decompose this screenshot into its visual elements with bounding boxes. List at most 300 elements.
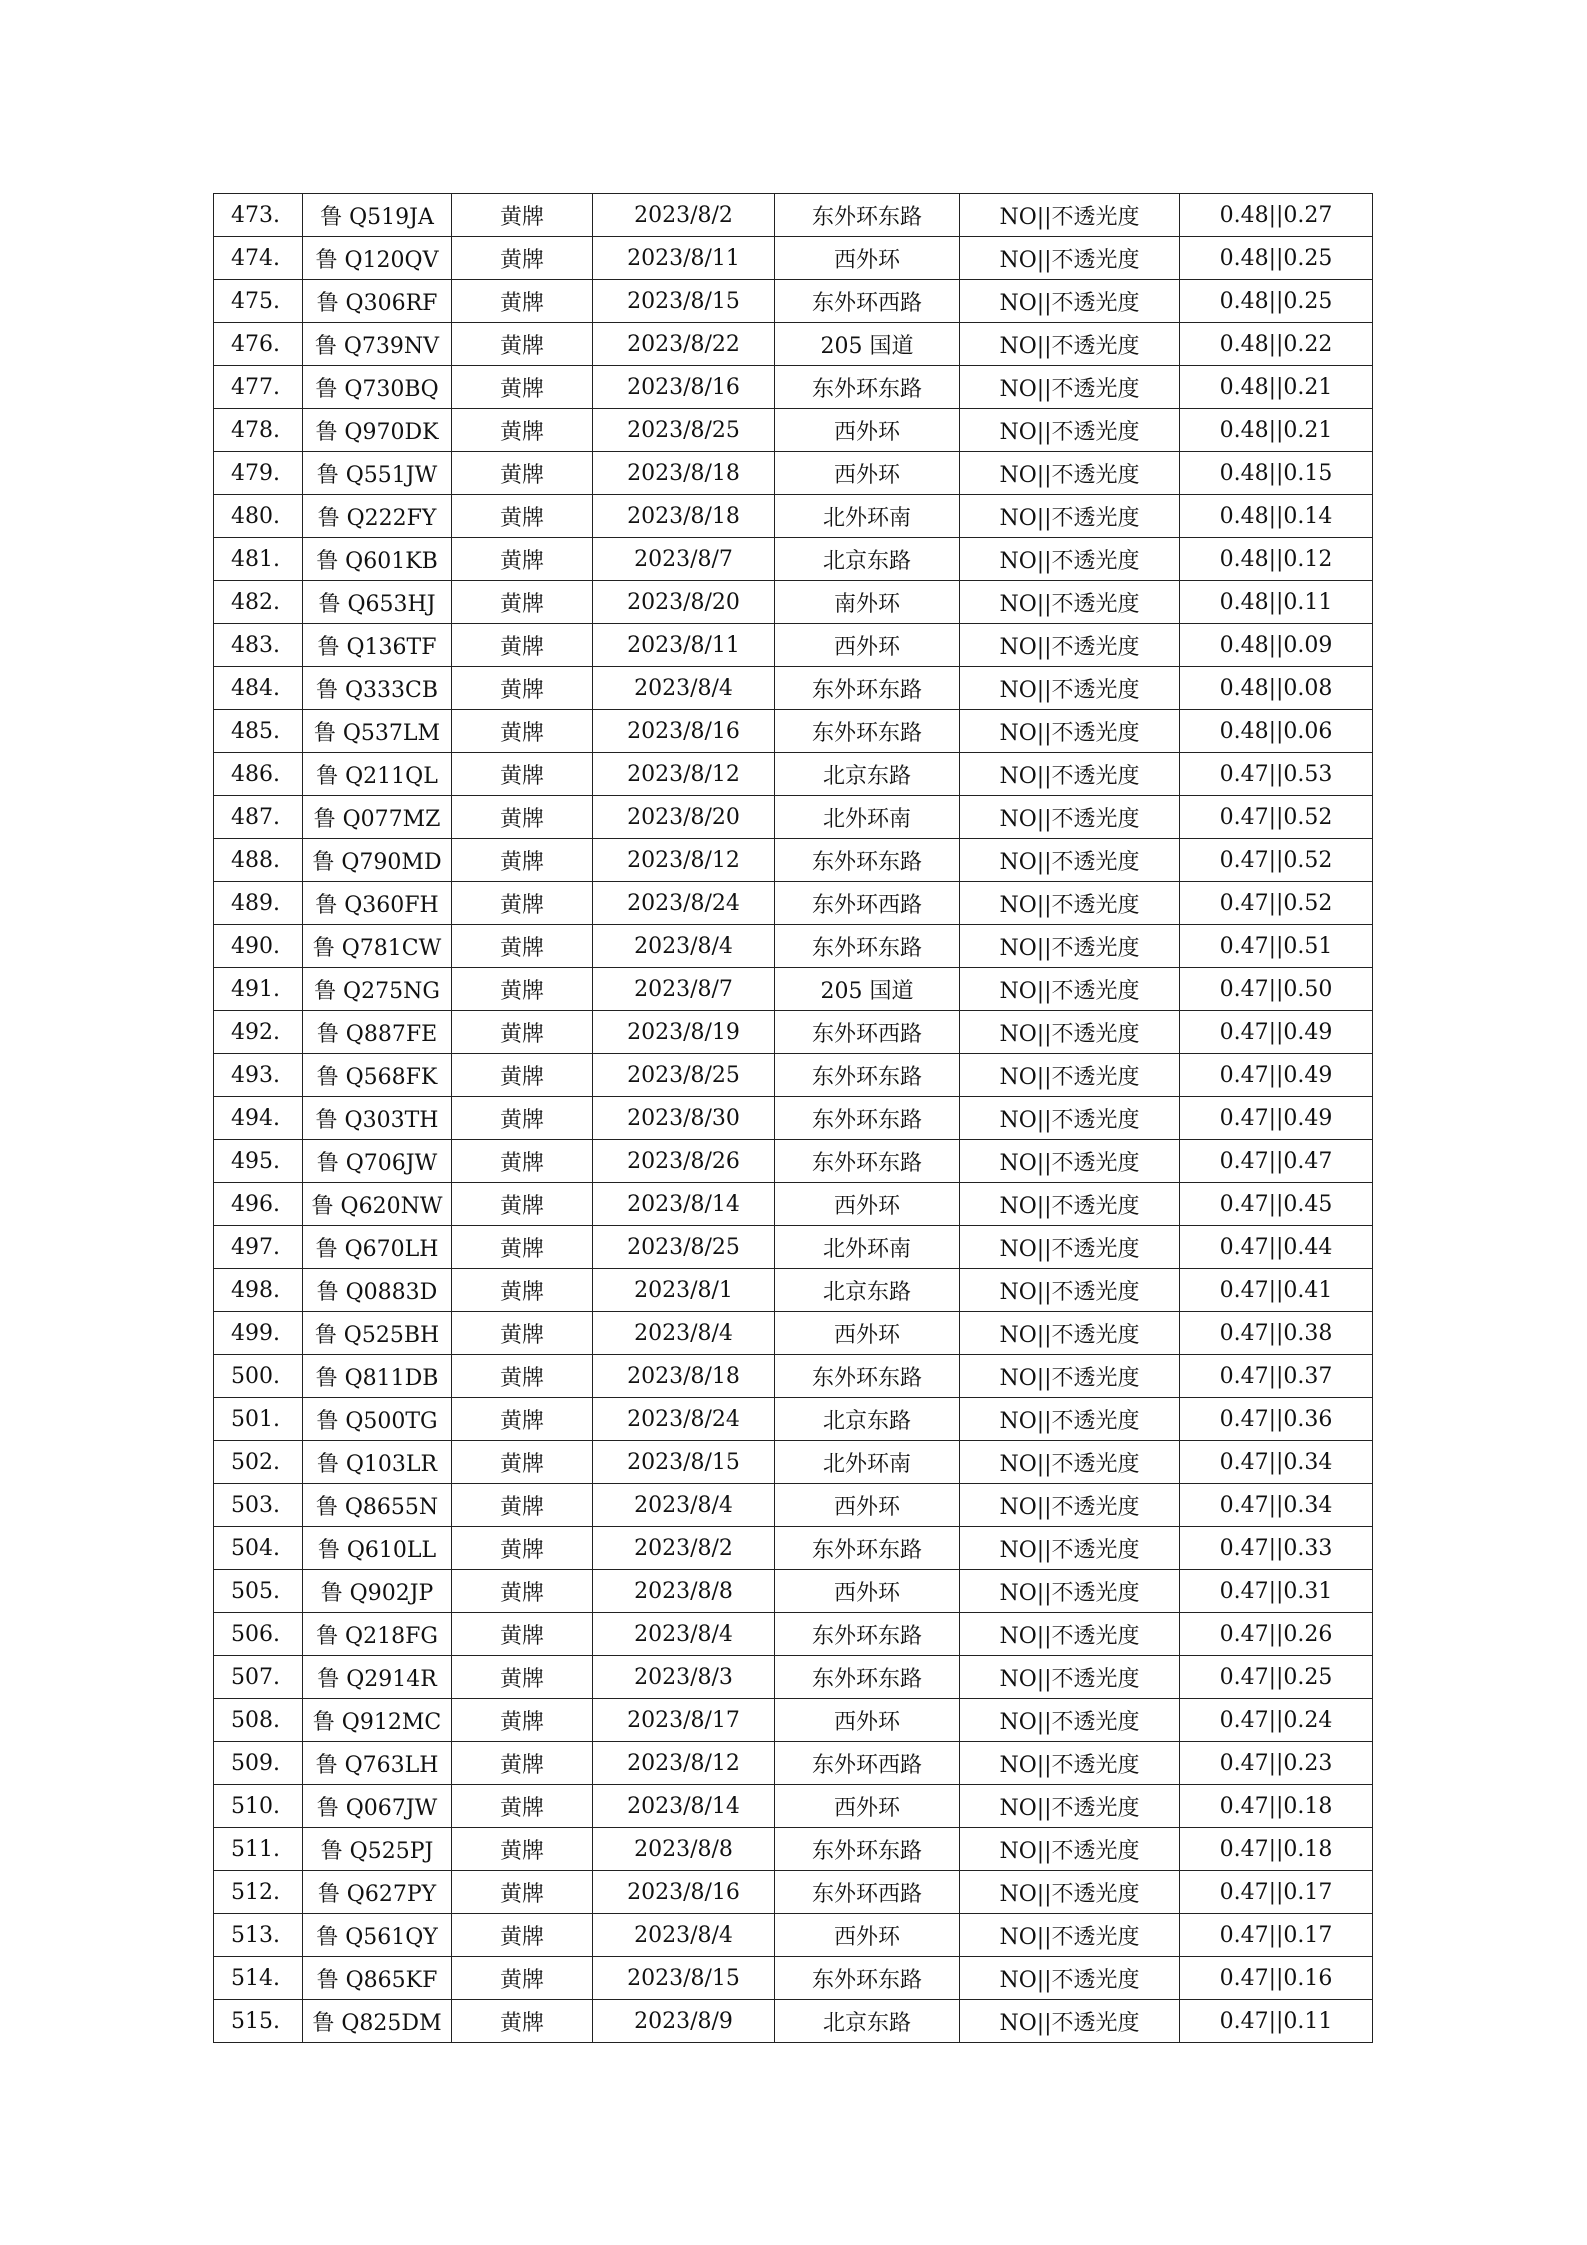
- test-item-cell: NO||不透光度: [960, 1183, 1180, 1226]
- plate-number-cell: 鲁 Q627PY: [303, 1871, 452, 1914]
- plate-number-cell: 鲁 Q8655N: [303, 1484, 452, 1527]
- date-cell: 2023/8/24: [593, 882, 775, 925]
- plate-number-cell: 鲁 Q067JW: [303, 1785, 452, 1828]
- table-row: [214, 1355, 1373, 1398]
- row-number-cell: 515.: [214, 2000, 303, 2043]
- road-cell: 北外环南: [775, 796, 960, 839]
- measurement-cell: 0.47||0.31: [1180, 1570, 1373, 1613]
- road-cell: 西外环: [775, 1312, 960, 1355]
- plate-type-cell: 黄牌: [452, 1871, 593, 1914]
- row-number-cell: 503.: [214, 1484, 303, 1527]
- row-number-cell: 498.: [214, 1269, 303, 1312]
- measurement-cell: 0.47||0.26: [1180, 1613, 1373, 1656]
- row-number-cell: 480.: [214, 495, 303, 538]
- plate-type-cell: 黄牌: [452, 925, 593, 968]
- date-cell: 2023/8/4: [593, 1484, 775, 1527]
- plate-number-cell: 鲁 Q825DM: [303, 2000, 452, 2043]
- road-cell: 东外环东路: [775, 667, 960, 710]
- test-item-cell: NO||不透光度: [960, 968, 1180, 1011]
- date-cell: 2023/8/4: [593, 1312, 775, 1355]
- test-item-cell: NO||不透光度: [960, 925, 1180, 968]
- row-number-cell: 509.: [214, 1742, 303, 1785]
- date-cell: 2023/8/4: [593, 667, 775, 710]
- road-cell: 北京东路: [775, 753, 960, 796]
- plate-number-cell: 鲁 Q211QL: [303, 753, 452, 796]
- row-number-cell: 489.: [214, 882, 303, 925]
- row-number-cell: 481.: [214, 538, 303, 581]
- table-row: [214, 1269, 1373, 1312]
- plate-type-cell: 黄牌: [452, 366, 593, 409]
- road-cell: 西外环: [775, 1484, 960, 1527]
- test-item-cell: NO||不透光度: [960, 538, 1180, 581]
- road-cell: 东外环东路: [775, 1054, 960, 1097]
- plate-type-cell: 黄牌: [452, 1441, 593, 1484]
- table-row: [214, 968, 1373, 1011]
- plate-number-cell: 鲁 Q568FK: [303, 1054, 452, 1097]
- test-item-cell: NO||不透光度: [960, 1355, 1180, 1398]
- row-number-cell: 501.: [214, 1398, 303, 1441]
- plate-type-cell: 黄牌: [452, 710, 593, 753]
- table-row: [214, 581, 1373, 624]
- measurement-cell: 0.48||0.25: [1180, 237, 1373, 280]
- date-cell: 2023/8/9: [593, 2000, 775, 2043]
- plate-number-cell: 鲁 Q865KF: [303, 1957, 452, 2000]
- test-item-cell: NO||不透光度: [960, 194, 1180, 237]
- date-cell: 2023/8/7: [593, 968, 775, 1011]
- test-item-cell: NO||不透光度: [960, 1312, 1180, 1355]
- measurement-cell: 0.47||0.47: [1180, 1140, 1373, 1183]
- plate-number-cell: 鲁 Q601KB: [303, 538, 452, 581]
- plate-number-cell: 鲁 Q525PJ: [303, 1828, 452, 1871]
- date-cell: 2023/8/25: [593, 409, 775, 452]
- plate-number-cell: 鲁 Q0883D: [303, 1269, 452, 1312]
- plate-type-cell: 黄牌: [452, 237, 593, 280]
- plate-type-cell: 黄牌: [452, 452, 593, 495]
- road-cell: 西外环: [775, 452, 960, 495]
- measurement-cell: 0.48||0.22: [1180, 323, 1373, 366]
- row-number-cell: 475.: [214, 280, 303, 323]
- row-number-cell: 476.: [214, 323, 303, 366]
- table-row: [214, 1914, 1373, 1957]
- date-cell: 2023/8/17: [593, 1699, 775, 1742]
- test-item-cell: NO||不透光度: [960, 366, 1180, 409]
- row-number-cell: 483.: [214, 624, 303, 667]
- row-number-cell: 511.: [214, 1828, 303, 1871]
- plate-type-cell: 黄牌: [452, 1570, 593, 1613]
- date-cell: 2023/8/20: [593, 796, 775, 839]
- plate-type-cell: 黄牌: [452, 1226, 593, 1269]
- measurement-cell: 0.47||0.36: [1180, 1398, 1373, 1441]
- road-cell: 西外环: [775, 1785, 960, 1828]
- table-row: [214, 1140, 1373, 1183]
- road-cell: 西外环: [775, 1699, 960, 1742]
- table-row: [214, 280, 1373, 323]
- measurement-cell: 0.47||0.25: [1180, 1656, 1373, 1699]
- plate-type-cell: 黄牌: [452, 1183, 593, 1226]
- table-row: [214, 538, 1373, 581]
- plate-number-cell: 鲁 Q218FG: [303, 1613, 452, 1656]
- measurement-cell: 0.47||0.18: [1180, 1828, 1373, 1871]
- plate-number-cell: 鲁 Q811DB: [303, 1355, 452, 1398]
- table-row: [214, 796, 1373, 839]
- road-cell: 西外环: [775, 237, 960, 280]
- row-number-cell: 484.: [214, 667, 303, 710]
- plate-type-cell: 黄牌: [452, 1656, 593, 1699]
- row-number-cell: 510.: [214, 1785, 303, 1828]
- table-row: [214, 1570, 1373, 1613]
- table-row: [214, 194, 1373, 237]
- table-row: [214, 882, 1373, 925]
- plate-number-cell: 鲁 Q739NV: [303, 323, 452, 366]
- test-item-cell: NO||不透光度: [960, 839, 1180, 882]
- test-item-cell: NO||不透光度: [960, 409, 1180, 452]
- table-row: [214, 1484, 1373, 1527]
- road-cell: 北外环南: [775, 1226, 960, 1269]
- road-cell: 东外环西路: [775, 1011, 960, 1054]
- date-cell: 2023/8/18: [593, 452, 775, 495]
- measurement-cell: 0.48||0.21: [1180, 366, 1373, 409]
- row-number-cell: 497.: [214, 1226, 303, 1269]
- plate-number-cell: 鲁 Q103LR: [303, 1441, 452, 1484]
- table-row: [214, 839, 1373, 882]
- table-row: [214, 409, 1373, 452]
- table-row: [214, 1742, 1373, 1785]
- row-number-cell: 506.: [214, 1613, 303, 1656]
- table-row: [214, 1011, 1373, 1054]
- table-row: [214, 1054, 1373, 1097]
- date-cell: 2023/8/4: [593, 925, 775, 968]
- table-row: [214, 1656, 1373, 1699]
- plate-number-cell: 鲁 Q537LM: [303, 710, 452, 753]
- measurement-cell: 0.48||0.11: [1180, 581, 1373, 624]
- plate-number-cell: 鲁 Q781CW: [303, 925, 452, 968]
- test-item-cell: NO||不透光度: [960, 1699, 1180, 1742]
- road-cell: 东外环西路: [775, 882, 960, 925]
- table-row: [214, 1957, 1373, 2000]
- plate-number-cell: 鲁 Q902JP: [303, 1570, 452, 1613]
- measurement-cell: 0.47||0.53: [1180, 753, 1373, 796]
- date-cell: 2023/8/16: [593, 366, 775, 409]
- row-number-cell: 492.: [214, 1011, 303, 1054]
- measurement-cell: 0.47||0.49: [1180, 1054, 1373, 1097]
- row-number-cell: 473.: [214, 194, 303, 237]
- date-cell: 2023/8/14: [593, 1785, 775, 1828]
- date-cell: 2023/8/12: [593, 839, 775, 882]
- plate-type-cell: 黄牌: [452, 1269, 593, 1312]
- table-row: [214, 1785, 1373, 1828]
- date-cell: 2023/8/8: [593, 1828, 775, 1871]
- test-item-cell: NO||不透光度: [960, 882, 1180, 925]
- plate-number-cell: 鲁 Q306RF: [303, 280, 452, 323]
- date-cell: 2023/8/26: [593, 1140, 775, 1183]
- test-item-cell: NO||不透光度: [960, 710, 1180, 753]
- measurement-cell: 0.47||0.17: [1180, 1914, 1373, 1957]
- row-number-cell: 485.: [214, 710, 303, 753]
- plate-number-cell: 鲁 Q303TH: [303, 1097, 452, 1140]
- road-cell: 东外环东路: [775, 1656, 960, 1699]
- plate-type-cell: 黄牌: [452, 2000, 593, 2043]
- table-row: [214, 1527, 1373, 1570]
- plate-type-cell: 黄牌: [452, 1312, 593, 1355]
- plate-type-cell: 黄牌: [452, 796, 593, 839]
- table-row: [214, 1097, 1373, 1140]
- row-number-cell: 482.: [214, 581, 303, 624]
- plate-type-cell: 黄牌: [452, 968, 593, 1011]
- measurement-cell: 0.47||0.38: [1180, 1312, 1373, 1355]
- test-item-cell: NO||不透光度: [960, 1011, 1180, 1054]
- measurement-cell: 0.48||0.08: [1180, 667, 1373, 710]
- table-row: [214, 366, 1373, 409]
- row-number-cell: 505.: [214, 1570, 303, 1613]
- measurement-cell: 0.48||0.06: [1180, 710, 1373, 753]
- row-number-cell: 507.: [214, 1656, 303, 1699]
- row-number-cell: 500.: [214, 1355, 303, 1398]
- measurement-cell: 0.47||0.51: [1180, 925, 1373, 968]
- measurement-cell: 0.47||0.18: [1180, 1785, 1373, 1828]
- plate-type-cell: 黄牌: [452, 280, 593, 323]
- plate-type-cell: 黄牌: [452, 1613, 593, 1656]
- table-row: [214, 1226, 1373, 1269]
- date-cell: 2023/8/15: [593, 1957, 775, 2000]
- date-cell: 2023/8/15: [593, 280, 775, 323]
- row-number-cell: 502.: [214, 1441, 303, 1484]
- date-cell: 2023/8/20: [593, 581, 775, 624]
- plate-number-cell: 鲁 Q970DK: [303, 409, 452, 452]
- row-number-cell: 496.: [214, 1183, 303, 1226]
- measurement-cell: 0.47||0.52: [1180, 882, 1373, 925]
- test-item-cell: NO||不透光度: [960, 280, 1180, 323]
- table-row: [214, 237, 1373, 280]
- measurement-cell: 0.47||0.24: [1180, 1699, 1373, 1742]
- road-cell: 西外环: [775, 409, 960, 452]
- measurement-cell: 0.48||0.14: [1180, 495, 1373, 538]
- table-row: [214, 452, 1373, 495]
- measurement-cell: 0.47||0.17: [1180, 1871, 1373, 1914]
- date-cell: 2023/8/25: [593, 1054, 775, 1097]
- test-item-cell: NO||不透光度: [960, 1871, 1180, 1914]
- test-item-cell: NO||不透光度: [960, 1656, 1180, 1699]
- table-row: [214, 710, 1373, 753]
- test-item-cell: NO||不透光度: [960, 1398, 1180, 1441]
- plate-type-cell: 黄牌: [452, 667, 593, 710]
- road-cell: 北京东路: [775, 2000, 960, 2043]
- row-number-cell: 493.: [214, 1054, 303, 1097]
- measurement-cell: 0.47||0.49: [1180, 1097, 1373, 1140]
- plate-number-cell: 鲁 Q551JW: [303, 452, 452, 495]
- measurement-cell: 0.47||0.34: [1180, 1441, 1373, 1484]
- table-row: [214, 2000, 1373, 2043]
- plate-number-cell: 鲁 Q136TF: [303, 624, 452, 667]
- plate-type-cell: 黄牌: [452, 1484, 593, 1527]
- row-number-cell: 513.: [214, 1914, 303, 1957]
- measurement-cell: 0.47||0.37: [1180, 1355, 1373, 1398]
- road-cell: 东外环东路: [775, 1957, 960, 2000]
- road-cell: 东外环东路: [775, 839, 960, 882]
- road-cell: 东外环东路: [775, 1527, 960, 1570]
- row-number-cell: 499.: [214, 1312, 303, 1355]
- table-row: [214, 1613, 1373, 1656]
- vehicle-record-table: [213, 193, 1373, 2043]
- plate-type-cell: 黄牌: [452, 839, 593, 882]
- road-cell: 205 国道: [775, 323, 960, 366]
- row-number-cell: 490.: [214, 925, 303, 968]
- road-cell: 东外环西路: [775, 1871, 960, 1914]
- row-number-cell: 495.: [214, 1140, 303, 1183]
- plate-number-cell: 鲁 Q275NG: [303, 968, 452, 1011]
- plate-number-cell: 鲁 Q333CB: [303, 667, 452, 710]
- plate-type-cell: 黄牌: [452, 1398, 593, 1441]
- date-cell: 2023/8/24: [593, 1398, 775, 1441]
- plate-number-cell: 鲁 Q222FY: [303, 495, 452, 538]
- plate-number-cell: 鲁 Q620NW: [303, 1183, 452, 1226]
- plate-number-cell: 鲁 Q561QY: [303, 1914, 452, 1957]
- date-cell: 2023/8/8: [593, 1570, 775, 1613]
- plate-number-cell: 鲁 Q519JA: [303, 194, 452, 237]
- test-item-cell: NO||不透光度: [960, 1097, 1180, 1140]
- measurement-cell: 0.47||0.11: [1180, 2000, 1373, 2043]
- test-item-cell: NO||不透光度: [960, 1785, 1180, 1828]
- test-item-cell: NO||不透光度: [960, 1914, 1180, 1957]
- plate-number-cell: 鲁 Q763LH: [303, 1742, 452, 1785]
- date-cell: 2023/8/2: [593, 1527, 775, 1570]
- plate-type-cell: 黄牌: [452, 194, 593, 237]
- plate-number-cell: 鲁 Q912MC: [303, 1699, 452, 1742]
- measurement-cell: 0.47||0.41: [1180, 1269, 1373, 1312]
- plate-type-cell: 黄牌: [452, 1355, 593, 1398]
- measurement-cell: 0.47||0.44: [1180, 1226, 1373, 1269]
- row-number-cell: 478.: [214, 409, 303, 452]
- plate-type-cell: 黄牌: [452, 1785, 593, 1828]
- date-cell: 2023/8/16: [593, 1871, 775, 1914]
- road-cell: 北京东路: [775, 1269, 960, 1312]
- date-cell: 2023/8/19: [593, 1011, 775, 1054]
- plate-type-cell: 黄牌: [452, 409, 593, 452]
- table-row: [214, 667, 1373, 710]
- test-item-cell: NO||不透光度: [960, 1054, 1180, 1097]
- measurement-cell: 0.47||0.34: [1180, 1484, 1373, 1527]
- test-item-cell: NO||不透光度: [960, 1742, 1180, 1785]
- plate-number-cell: 鲁 Q120QV: [303, 237, 452, 280]
- plate-type-cell: 黄牌: [452, 581, 593, 624]
- date-cell: 2023/8/7: [593, 538, 775, 581]
- measurement-cell: 0.47||0.49: [1180, 1011, 1373, 1054]
- row-number-cell: 491.: [214, 968, 303, 1011]
- plate-number-cell: 鲁 Q525BH: [303, 1312, 452, 1355]
- date-cell: 2023/8/12: [593, 753, 775, 796]
- plate-type-cell: 黄牌: [452, 1828, 593, 1871]
- road-cell: 东外环东路: [775, 1613, 960, 1656]
- measurement-cell: 0.47||0.45: [1180, 1183, 1373, 1226]
- plate-type-cell: 黄牌: [452, 538, 593, 581]
- row-number-cell: 504.: [214, 1527, 303, 1570]
- test-item-cell: NO||不透光度: [960, 2000, 1180, 2043]
- plate-number-cell: 鲁 Q670LH: [303, 1226, 452, 1269]
- date-cell: 2023/8/11: [593, 624, 775, 667]
- road-cell: 东外环东路: [775, 1140, 960, 1183]
- date-cell: 2023/8/18: [593, 1355, 775, 1398]
- table-row: [214, 1312, 1373, 1355]
- plate-number-cell: 鲁 Q887FE: [303, 1011, 452, 1054]
- road-cell: 东外环东路: [775, 925, 960, 968]
- date-cell: 2023/8/14: [593, 1183, 775, 1226]
- measurement-cell: 0.47||0.52: [1180, 796, 1373, 839]
- date-cell: 2023/8/3: [593, 1656, 775, 1699]
- measurement-cell: 0.48||0.15: [1180, 452, 1373, 495]
- test-item-cell: NO||不透光度: [960, 1828, 1180, 1871]
- plate-number-cell: 鲁 Q2914R: [303, 1656, 452, 1699]
- road-cell: 西外环: [775, 1914, 960, 1957]
- row-number-cell: 512.: [214, 1871, 303, 1914]
- table-row: [214, 495, 1373, 538]
- measurement-cell: 0.48||0.09: [1180, 624, 1373, 667]
- measurement-cell: 0.47||0.33: [1180, 1527, 1373, 1570]
- table-row: [214, 1871, 1373, 1914]
- table-row: [214, 1441, 1373, 1484]
- road-cell: 西外环: [775, 1570, 960, 1613]
- test-item-cell: NO||不透光度: [960, 237, 1180, 280]
- date-cell: 2023/8/11: [593, 237, 775, 280]
- road-cell: 西外环: [775, 624, 960, 667]
- row-number-cell: 494.: [214, 1097, 303, 1140]
- test-item-cell: NO||不透光度: [960, 667, 1180, 710]
- plate-number-cell: 鲁 Q360FH: [303, 882, 452, 925]
- row-number-cell: 479.: [214, 452, 303, 495]
- row-number-cell: 477.: [214, 366, 303, 409]
- road-cell: 东外环东路: [775, 1097, 960, 1140]
- plate-type-cell: 黄牌: [452, 624, 593, 667]
- test-item-cell: NO||不透光度: [960, 323, 1180, 366]
- date-cell: 2023/8/18: [593, 495, 775, 538]
- plate-type-cell: 黄牌: [452, 1699, 593, 1742]
- test-item-cell: NO||不透光度: [960, 796, 1180, 839]
- plate-number-cell: 鲁 Q077MZ: [303, 796, 452, 839]
- road-cell: 东外环东路: [775, 710, 960, 753]
- measurement-cell: 0.48||0.21: [1180, 409, 1373, 452]
- measurement-cell: 0.47||0.52: [1180, 839, 1373, 882]
- test-item-cell: NO||不透光度: [960, 1957, 1180, 2000]
- date-cell: 2023/8/2: [593, 194, 775, 237]
- road-cell: 北外环南: [775, 1441, 960, 1484]
- road-cell: 东外环西路: [775, 280, 960, 323]
- test-item-cell: NO||不透光度: [960, 753, 1180, 796]
- plate-number-cell: 鲁 Q610LL: [303, 1527, 452, 1570]
- test-item-cell: NO||不透光度: [960, 1140, 1180, 1183]
- row-number-cell: 486.: [214, 753, 303, 796]
- plate-type-cell: 黄牌: [452, 882, 593, 925]
- date-cell: 2023/8/25: [593, 1226, 775, 1269]
- plate-type-cell: 黄牌: [452, 1054, 593, 1097]
- measurement-cell: 0.48||0.25: [1180, 280, 1373, 323]
- date-cell: 2023/8/1: [593, 1269, 775, 1312]
- table-body: [214, 194, 1373, 2043]
- plate-type-cell: 黄牌: [452, 495, 593, 538]
- test-item-cell: NO||不透光度: [960, 1269, 1180, 1312]
- row-number-cell: 487.: [214, 796, 303, 839]
- table-row: [214, 1183, 1373, 1226]
- plate-type-cell: 黄牌: [452, 1914, 593, 1957]
- measurement-cell: 0.47||0.50: [1180, 968, 1373, 1011]
- test-item-cell: NO||不透光度: [960, 1570, 1180, 1613]
- plate-number-cell: 鲁 Q790MD: [303, 839, 452, 882]
- measurement-cell: 0.47||0.16: [1180, 1957, 1373, 2000]
- plate-type-cell: 黄牌: [452, 1140, 593, 1183]
- test-item-cell: NO||不透光度: [960, 1441, 1180, 1484]
- table-row: [214, 1699, 1373, 1742]
- date-cell: 2023/8/30: [593, 1097, 775, 1140]
- road-cell: 东外环东路: [775, 1828, 960, 1871]
- road-cell: 北外环南: [775, 495, 960, 538]
- table-row: [214, 1398, 1373, 1441]
